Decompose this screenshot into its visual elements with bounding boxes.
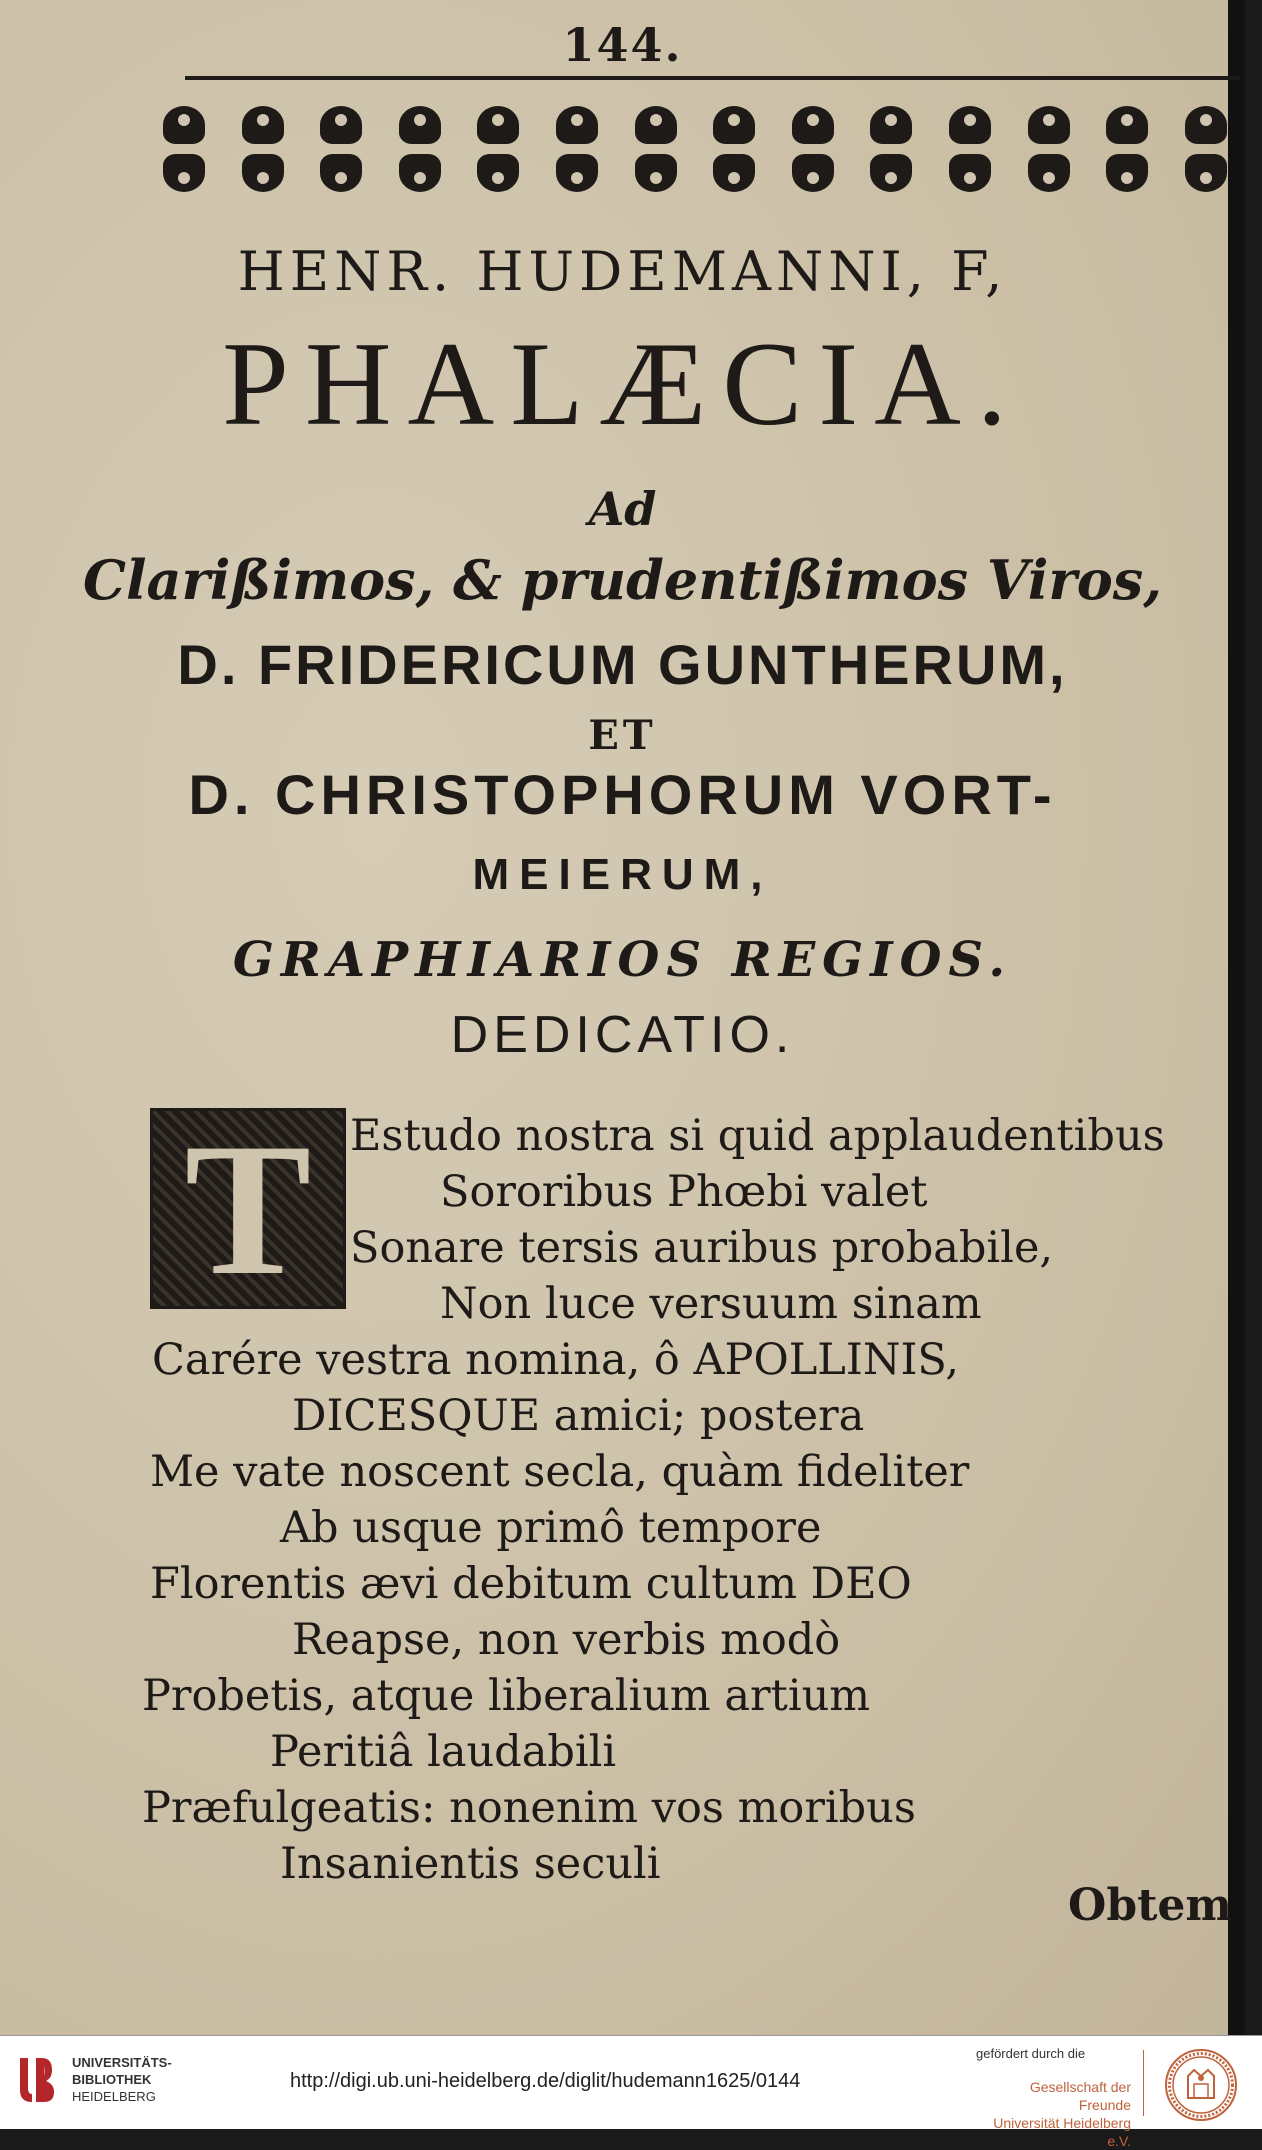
- catchword: Obtem: [1068, 1880, 1232, 1931]
- verse-line: Me vate noscent secla, quàm fideliter: [150, 1447, 970, 1497]
- ornament-bottom: [163, 154, 205, 192]
- verse-line: Non luce versuum sinam: [440, 1279, 982, 1329]
- verse-line: Reapse, non verbis modò: [292, 1615, 841, 1665]
- printers-ornament: [784, 100, 842, 200]
- printers-ornament: [862, 100, 920, 200]
- printers-ornament: [548, 100, 606, 200]
- university-seal-icon: [1164, 2048, 1238, 2122]
- printers-ornament: [1020, 100, 1078, 200]
- dedication-title: DEDICATIO.: [450, 1006, 795, 1064]
- ornament-bottom: [242, 154, 284, 192]
- printers-ornament: [1177, 100, 1235, 200]
- permalink-url[interactable]: http://digi.ub.uni-heidelberg.de/diglit/hudemann1625/0144: [290, 2070, 801, 2092]
- ornament-band: [155, 100, 1235, 200]
- library-name-line: BIBLIOTHEK: [72, 2072, 152, 2087]
- decorated-initial: [150, 1105, 346, 1315]
- ornament-bottom: [1028, 154, 1070, 192]
- verse-line: Estudo nostra si quid applaudentibus: [350, 1111, 1165, 1161]
- printers-ornament: [312, 100, 370, 200]
- ornament-bottom: [556, 154, 598, 192]
- society-name-line: Universität Heidelberg e.V.: [993, 2115, 1131, 2149]
- ornament-bottom: [1185, 154, 1227, 192]
- ornament-top: [635, 106, 677, 144]
- ornament-top: [242, 106, 284, 144]
- library-name-line: UNIVERSITÄTS-: [72, 2055, 172, 2070]
- ub-logo-icon: [14, 2050, 60, 2110]
- ornament-top: [163, 106, 205, 144]
- office-title: GRAPHIARIOS REGIOS.: [232, 932, 1013, 988]
- verse-line: Sonare tersis auribus probabile,: [350, 1223, 1054, 1273]
- printers-ornament: [1098, 100, 1156, 200]
- verse-line: Ab usque primô tempore: [280, 1503, 822, 1553]
- verse-line: Præfulgeatis: nonenim vos moribus: [142, 1783, 916, 1833]
- ornament-top: [1106, 106, 1148, 144]
- printers-ornament: [705, 100, 763, 200]
- printers-ornament: [941, 100, 999, 200]
- footer-divider: [1143, 2050, 1144, 2116]
- society-name: [986, 2078, 1131, 2150]
- author-line: HENR. HUDEMANNI, F,: [237, 240, 1008, 303]
- ornament-bottom: [320, 154, 362, 192]
- ornament-bottom: [477, 154, 519, 192]
- ornament-top: [949, 106, 991, 144]
- et-line: ET: [588, 712, 657, 759]
- ad-line: Ad: [588, 482, 657, 536]
- footer-bar: [0, 2035, 1262, 2149]
- library-name: [72, 2054, 172, 2105]
- ornament-top: [399, 106, 441, 144]
- addressee-name-2-continued: MEIERUM,: [472, 850, 773, 899]
- main-title: PHALÆCIA.: [222, 317, 1023, 450]
- addressees: Clarißimos, & prudentißimos Viros,: [82, 548, 1163, 612]
- printers-ornament: [469, 100, 527, 200]
- society-name-line: Gesellschaft der Freunde: [1029, 2079, 1131, 2113]
- verse-line: DICESQUE amici; postera: [292, 1391, 865, 1441]
- ornament-bottom: [1106, 154, 1148, 192]
- ornament-top: [713, 106, 755, 144]
- verse-line: Insanientis seculi: [280, 1839, 661, 1889]
- verse-line: Probetis, atque liberalium artium: [142, 1671, 871, 1721]
- addressee-name-1: D. FRIDERICUM GUNTHERUM,: [177, 633, 1068, 696]
- ornament-bottom: [399, 154, 441, 192]
- initial-letter: T: [184, 1105, 312, 1315]
- ornament-top: [320, 106, 362, 144]
- ornament-bottom: [949, 154, 991, 192]
- page-number: 144.: [562, 18, 683, 72]
- ornament-top: [1185, 106, 1227, 144]
- funded-by-label: gefördert durch die: [976, 2046, 1086, 2061]
- addressee-name-2: D. CHRISTOPHORUM VORT-: [188, 763, 1057, 826]
- printers-ornament: [155, 100, 213, 200]
- verse-line: Florentis ævi debitum cultum DEO: [150, 1559, 912, 1609]
- printers-ornament: [627, 100, 685, 200]
- printers-ornament: [234, 100, 292, 200]
- verse-line: Carére vestra nomina, ô APOLLINIS,: [152, 1335, 960, 1385]
- ornament-bottom: [713, 154, 755, 192]
- verse-line: Sororibus Phœbi valet: [440, 1167, 928, 1217]
- ornament-bottom: [792, 154, 834, 192]
- ornament-bottom: [635, 154, 677, 192]
- ornament-top: [870, 106, 912, 144]
- ornament-bottom: [870, 154, 912, 192]
- header-rule: [185, 76, 1240, 80]
- ornament-top: [477, 106, 519, 144]
- ornament-top: [792, 106, 834, 144]
- ornament-top: [1028, 106, 1070, 144]
- ornament-top: [556, 106, 598, 144]
- library-name-line: HEIDELBERG: [72, 2089, 156, 2104]
- printers-ornament: [391, 100, 449, 200]
- verse-line: Peritiâ laudabili: [270, 1727, 617, 1777]
